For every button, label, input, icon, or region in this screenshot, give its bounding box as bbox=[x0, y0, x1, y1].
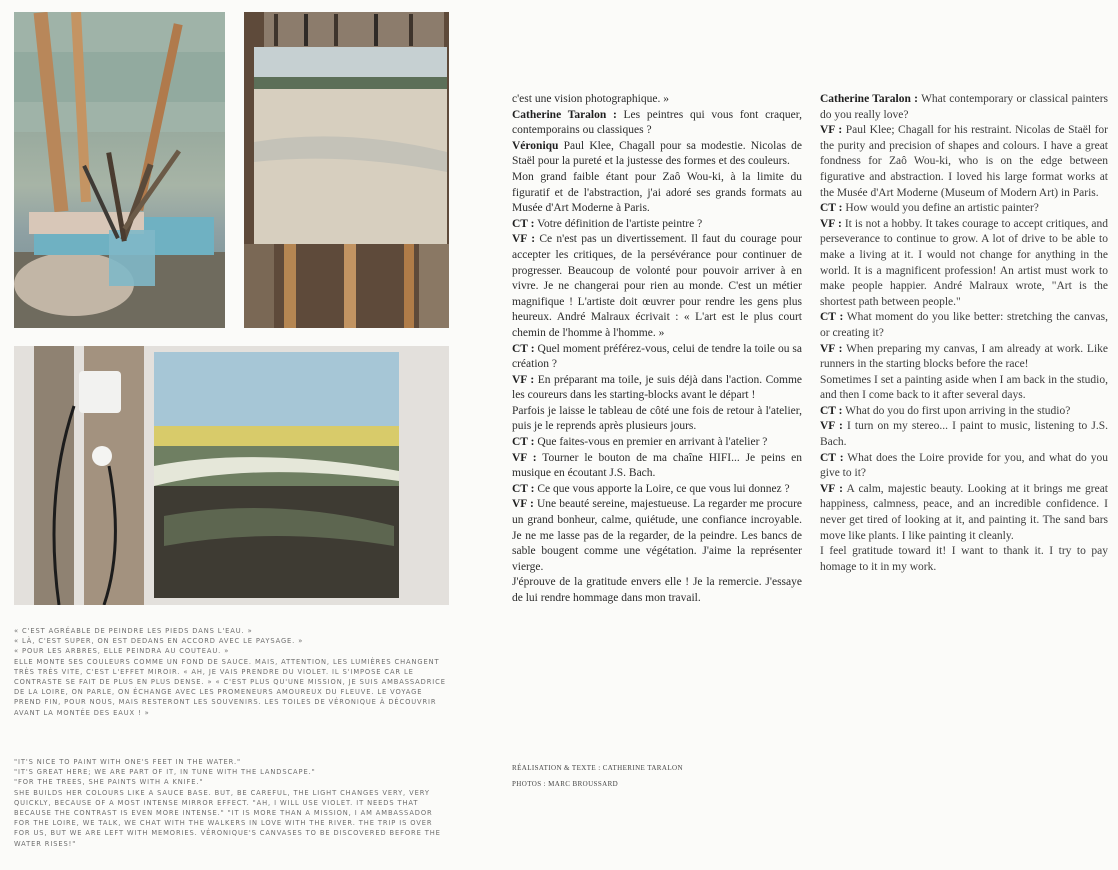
interview-paragraph bbox=[820, 217, 1108, 311]
paragraph-text: Paul Klee, Chagall pour sa modestie. Nicolas de Staël pour la pureté et la justesse des formes et des couleurs. bbox=[512, 139, 802, 168]
speaker-label: CT : bbox=[820, 451, 844, 464]
speaker-label: CT : bbox=[512, 342, 535, 355]
interview-paragraph bbox=[820, 310, 1108, 341]
speaker-label: Catherine Taralon : bbox=[512, 108, 617, 121]
interview-paragraph bbox=[820, 92, 1108, 123]
paragraph-text: What do you do first upon arriving in the studio? bbox=[842, 404, 1071, 417]
paragraph-text: How would you define an artistic painter? bbox=[842, 202, 1039, 215]
speaker-label: CT : bbox=[820, 202, 843, 215]
paragraph-text: Mon grand faible étant pour Zaô Wou-ki, à la limite du figuratif et de l'abstraction, j'ai adoré ses grands formats au Musée d'Art Moderne à Paris. bbox=[512, 170, 802, 215]
caption-french bbox=[14, 626, 449, 718]
speaker-label: VF : bbox=[512, 498, 534, 511]
caption-fr-line: « LÀ, C'EST SUPER, ON EST DEDANS EN ACCORD AVEC LE PAYSAGE. » bbox=[14, 637, 304, 646]
speaker-label: VF : bbox=[820, 217, 842, 230]
paragraph-text: Ce que vous apporte la Loire, ce que vous lui donnez ? bbox=[534, 482, 790, 495]
paragraph-text: Une beauté sereine, majestueuse. La regarder me procure un grand bonheur, calme, quiétude, une confiance incroyable. Je ne me lasse pas de la regarder, de la peindre. Les bancs de sable bougent comme une végétation. J'aime la représenter vierge. bbox=[512, 498, 802, 573]
speaker-label: CT : bbox=[512, 482, 535, 495]
paragraph-text: It is not a hobby. It takes courage to accept critiques, and perseverance to continue to grow. A lot of drive to be able to make a living at it. I would not change for anything in the world. It is a magnificent profession! An artist must work to make people happier. André Malraux wrote, "Art is the shortest path between people." bbox=[820, 217, 1109, 308]
caption-english bbox=[14, 757, 449, 849]
wall-painting-illustration bbox=[14, 346, 449, 605]
caption-en-line: SHE BUILDS HER COLOURS LIKE A SAUCE BASE. BUT, BE CAREFUL, THE LIGHT CHANGES VERY, VERY QUICKLY, BECAUSE OF A MOST INTENSE MIRROR EFFECT. "AH, I WILL USE VIOLET. IT NEEDS THAT BECAUSE THE CONTRAST IS EVEN MORE INTENSE." "IT IS MORE THAN A MISSION, I AM AMBASSADOR FOR THE LOIRE, WE TALK, WE CHAT WITH THE WALKERS IN LOVE WITH THE RIVER. THE TRIP IS OVER FOR US, BUT WE ARE LEFT WITH MEMORIES. VÉRONIQUE'S CANVASES TO BE DISCOVERED BEFORE THE WATER RISES!" bbox=[14, 788, 441, 848]
interview-paragraph bbox=[512, 217, 802, 233]
caption-en-line: "IT'S GREAT HERE; WE ARE PART OF IT, IN TUNE WITH THE LANDSCAPE." bbox=[14, 768, 316, 777]
interview-paragraph bbox=[512, 451, 802, 482]
paragraph-text: c'est une vision photographique. » bbox=[512, 93, 669, 105]
paragraph-text: Sometimes I set a painting aside when I am back in the studio, and then I come back to it after several days. bbox=[820, 373, 1108, 402]
paragraph-text: Parfois je laisse le tableau de côté une fois de retour à l'atelier, puis je le reprends après plusieurs jours. bbox=[512, 404, 802, 433]
interview-paragraph bbox=[512, 373, 802, 404]
photo-canvas-stack bbox=[244, 12, 449, 328]
speaker-label: Véroniqu bbox=[512, 139, 559, 152]
paragraph-text: I feel gratitude toward it! I want to thank it. I try to pay homage to it in my work. bbox=[820, 545, 1108, 573]
speaker-label: CT : bbox=[820, 311, 844, 324]
caption-en-line: "FOR THE TREES, SHE PAINTS WITH A KNIFE." bbox=[14, 778, 204, 787]
speaker-label: VF : bbox=[820, 342, 843, 355]
interview-paragraph bbox=[820, 123, 1108, 201]
interview-paragraph bbox=[512, 232, 802, 341]
interview-paragraph bbox=[512, 342, 802, 373]
canvas-stack-illustration bbox=[244, 12, 449, 328]
paragraph-text: What contemporary or classical painters do you really love? bbox=[820, 93, 1108, 121]
photo-easel-brushes bbox=[14, 12, 225, 328]
speaker-label: VF : bbox=[820, 482, 843, 495]
caption-fr-line: « C'EST AGRÉABLE DE PEINDRE LES PIEDS DANS L'EAU. » bbox=[14, 627, 253, 635]
paragraph-text: A calm, majestic beauty. Looking at it brings me great happiness, calmness, peace, and an incredible confidence. I never get tired of looking at it, and painting it. The sand bars move like plants. I like painting it cleanly. bbox=[820, 482, 1109, 542]
interview-paragraph bbox=[820, 451, 1108, 482]
interview-paragraph bbox=[820, 544, 1108, 575]
interview-paragraph bbox=[820, 419, 1108, 450]
paragraph-text: J'éprouve de la gratitude envers elle ! Je la remercie. J'essaye de lui rendre hommage dans mon travail. bbox=[512, 576, 802, 604]
credits bbox=[512, 760, 683, 792]
speaker-label: VF : bbox=[512, 233, 536, 246]
paragraph-text: When preparing my canvas, I am already at work. Like runners in the starting blocks before the race! bbox=[820, 342, 1108, 371]
speaker-label: VF : bbox=[512, 451, 537, 464]
caption-fr-line: « POUR LES ARBRES, ELLE PEINDRA AU COUTEAU. » bbox=[14, 647, 230, 656]
speaker-label: VF : bbox=[820, 124, 843, 137]
interview-paragraph bbox=[512, 170, 802, 217]
paragraph-text: What does the Loire provide for you, and what do you give to it? bbox=[820, 451, 1108, 480]
paragraph-text: Les peintres qui vous font craquer, contemporains ou classiques ? bbox=[512, 108, 802, 137]
speaker-label: VF : bbox=[512, 373, 535, 386]
paragraph-text: Quel moment préférez-vous, celui de tendre la toile ou sa création ? bbox=[512, 342, 802, 371]
interview-paragraph bbox=[512, 435, 802, 451]
speaker-label: CT : bbox=[820, 404, 843, 417]
interview-paragraph bbox=[512, 404, 802, 435]
paragraph-text: Tourner le bouton de ma chaîne HIFI... Je peins en musique en écoutant J.S. Bach. bbox=[512, 451, 802, 480]
interview-paragraph bbox=[512, 139, 802, 170]
interview-column-english bbox=[820, 92, 1108, 575]
interview-paragraph bbox=[820, 201, 1108, 217]
interview-paragraph bbox=[820, 404, 1108, 420]
interview-paragraph bbox=[820, 373, 1108, 404]
interview-paragraph bbox=[512, 575, 802, 606]
interview-paragraph bbox=[512, 497, 802, 575]
speaker-label: Catherine Taralon : bbox=[820, 93, 918, 105]
interview-paragraph bbox=[820, 342, 1108, 373]
interview-paragraph bbox=[820, 482, 1108, 544]
speaker-label: CT : bbox=[512, 436, 535, 449]
interview-paragraph bbox=[512, 92, 802, 108]
paragraph-text: What moment do you like better: stretching the canvas, or creating it? bbox=[820, 311, 1108, 339]
paragraph-text: Que faites-vous en premier en arrivant à l'atelier ? bbox=[534, 436, 768, 449]
interview-paragraph bbox=[512, 108, 802, 139]
paragraph-text: I turn on my stereo... I paint to music, listening to J.S. Bach. bbox=[820, 420, 1108, 449]
interview-column-french bbox=[512, 92, 802, 607]
speaker-label: CT : bbox=[512, 217, 535, 230]
photo-painting-on-wall bbox=[14, 346, 449, 605]
interview-paragraph bbox=[512, 482, 802, 498]
speaker-label: VF : bbox=[820, 420, 843, 433]
paragraph-text: Paul Klee; Chagall for his restraint. Nicolas de Staël for the purity and precision of shapes and colours. I have a great fondness for Zaô Wou-ki, who is on the edge between figurative and abstraction. I loved his large format works at the Musée d'Art Moderne (Museum of Modern Art) in Paris. bbox=[820, 124, 1109, 199]
paragraph-text: Votre définition de l'artiste peintre ? bbox=[534, 217, 703, 230]
caption-en-line: "IT'S NICE TO PAINT WITH ONE'S FEET IN THE WATER." bbox=[14, 758, 241, 766]
paragraph-text: En préparant ma toile, je suis déjà dans l'action. Comme les coureurs dans les starting-blocks avant le départ ! bbox=[512, 373, 803, 402]
caption-fr-line: ELLE MONTE SES COULEURS COMME UN FOND DE SAUCE. MAIS, ATTENTION, LES LUMIÈRES CHANGENT TRÈS TRÈS VITE, C'EST L'EFFET MIROIR. « AH, JE VAIS PRENDRE DU VIOLET. IL S'IMPOSE CAR LE CONTRASTE SE FAIT DE PLUS EN PLUS DENSE. » « C'EST PLUS QU'UNE MISSION, JE SUIS AMBASSADRICE DE LA LOIRE, ON PARLE, ON ÉCHANGE AVEC LES PROMENEURS AMOUREUX DU FLEUVE. LE VOYAGE PREND FIN, POUR NOUS, MAIS RESTERONT LES SOUVENIRS. LES TOILES DE VÉRONIQUE À DÉCOUVRIR AVANT LA MONTÉE DES EAUX ! » bbox=[14, 657, 446, 717]
credit-realisation: RÉALISATION & TEXTE : CATHERINE TARALON bbox=[512, 764, 683, 772]
paragraph-text: Ce n'est pas un divertissement. Il faut du courage pour accepter les critiques, de la persévérance pour continuer de progresser. Beaucoup de volonté pour pouvoir arriver à en vivre. Je ne changerai pour rien au monde. C'est un métier magnifique ! L'artiste doit œuvrer pour rendre les gens plus heureux. André Malraux écrivait : « L'art est le plus court chemin de l'homme à l'homme. » bbox=[512, 233, 802, 339]
credit-photos: PHOTOS : MARC BROUSSARD bbox=[512, 780, 619, 788]
easel-scene-illustration bbox=[14, 12, 225, 328]
